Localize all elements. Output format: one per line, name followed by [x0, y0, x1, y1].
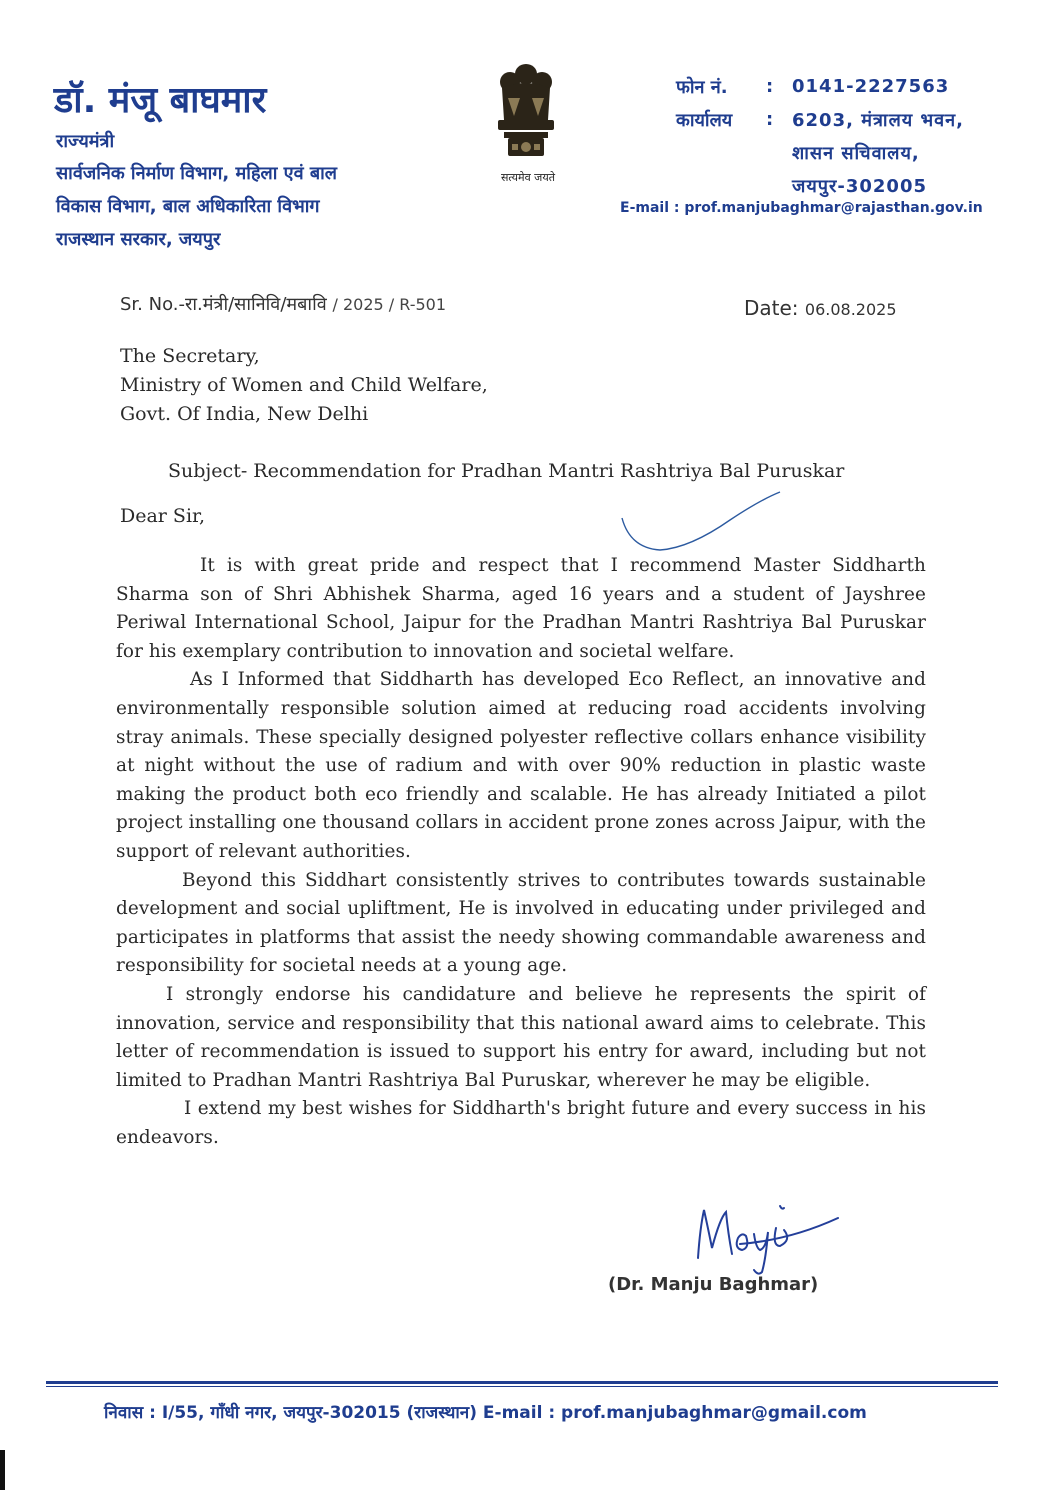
emblem-motto: सत्यमेव जयते — [500, 171, 555, 184]
salutation: Dear Sir, — [120, 505, 206, 527]
office-line-3: जयपुर-302005 — [792, 175, 927, 197]
body-paragraph: I extend my best wishes for Siddharth's bright future and every success in his endeavors. — [116, 1098, 926, 1148]
addressee — [120, 342, 488, 429]
handwritten-signature — [680, 1188, 850, 1278]
contact-block — [676, 70, 964, 202]
body-paragraph: I strongly endorse his candidature and believe he represents the spirit of innovation, service and responsibility that this national award aims to celebrate. This letter of recommendation is issued to support his entry for award, including but not limited to Pradhan Mantri Rashtriya Bal Puruskar, wherever he may be eligible. — [116, 983, 926, 1091]
pen-mark — [620, 490, 790, 560]
footer-rule-thin — [46, 1386, 998, 1387]
reference-suffix: / 2025 / R-501 — [332, 295, 447, 314]
government-line: राजस्थान सरकार, जयपुर — [56, 229, 221, 250]
reference-prefix: Sr. No.-रा.मंत्री/सानिवि/मबावि — [120, 294, 327, 315]
signatory-name: (Dr. Manju Baghmar) — [608, 1274, 819, 1295]
phone-label: फोन नं. — [676, 76, 728, 98]
department-line-1: सार्वजनिक निर्माण विभाग, महिला एवं बाल — [56, 163, 338, 184]
phone-colon: : — [766, 76, 774, 97]
letter-body — [116, 552, 926, 1152]
office-colon: : — [766, 109, 774, 130]
date-label: Date: — [744, 296, 799, 320]
addressee-line-2: Ministry of Women and Child Welfare, — [120, 374, 488, 396]
minister-name: डॉ. मंजू बाघमार — [54, 80, 267, 121]
addressee-line-3: Govt. Of India, New Delhi — [120, 403, 369, 425]
body-paragraph: It is with great pride and respect that I recommend Master Siddharth Sharma son of Shri Abhishek Sharma, aged 16 years and a student of Jayshree Periwal International School, Jaipur for the Pradhan Mantri Rashtriya Bal Puruskar for his exemplary contribution to innovation and societal welfare. — [116, 555, 926, 662]
body-paragraph: Beyond this Siddhart consistently strives to contributes towards sustainable development and social upliftment, He is involved in educating under privileged and participates in platforms that assist the needy showing commandable awareness and responsibility for societal needs at a young age. — [116, 869, 926, 977]
national-emblem-icon — [484, 58, 568, 168]
office-row — [676, 103, 964, 136]
residence-address: निवास : I/55, गाँधी नगर, जयपुर-302015 (राजस्थान) E-mail : prof.manjubaghmar@gmail.com — [104, 1403, 867, 1423]
scan-edge-mark — [0, 1450, 5, 1490]
department-line-2: विकास विभाग, बाल अधिकारिता विभाग — [56, 196, 320, 217]
subject-line: Subject- Recommendation for Pradhan Mantri Rashtriya Bal Puruskar — [168, 460, 845, 482]
phone-row — [676, 70, 964, 103]
office-label: कार्यालय — [676, 109, 733, 131]
phone-value: 0141-2227563 — [792, 76, 950, 97]
office-line-1: 6203, मंत्रालय भवन, — [792, 109, 964, 131]
official-email: E-mail : prof.manjubaghmar@rajasthan.gov.in — [620, 200, 983, 216]
office-line-2: शासन सचिवालय, — [792, 142, 920, 164]
body-paragraph: As I Informed that Siddharth has developed Eco Reflect, an innovative and environmentally responsible solution aimed at reducing road accidents involving stray animals. These specially designed polyester reflective collars enhance visibility at night without the use of radium and with over 90% reduction in plastic waste making the product both eco friendly and scalable. He has already Initiated a pilot project installing one thousand collars in accident prone zones across Jaipur, with the support of relevant authorities. — [116, 669, 926, 862]
footer-rule — [46, 1381, 998, 1384]
reference-number — [120, 292, 446, 316]
letter-date — [744, 296, 897, 320]
designation: राज्यमंत्री — [56, 131, 115, 152]
date-value: 06.08.2025 — [804, 300, 897, 319]
addressee-line-1: The Secretary, — [120, 345, 260, 367]
